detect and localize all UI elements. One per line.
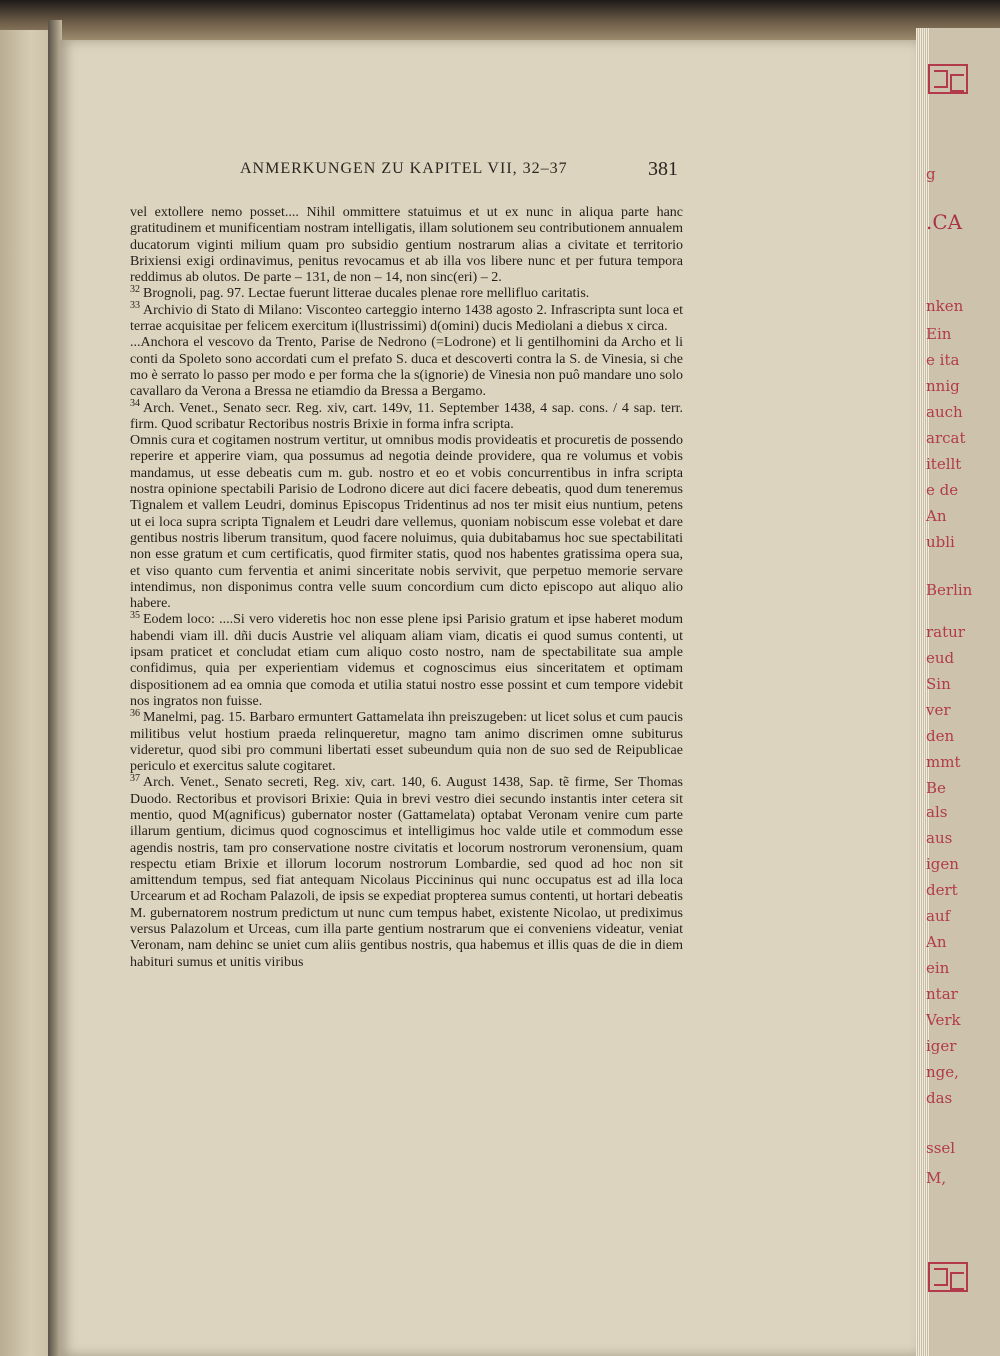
spine-text: .CA: [926, 214, 963, 231]
spine-text: ratur: [926, 624, 965, 641]
paragraph: Arch. Venet., Senato secr. Reg. xiv, cart. 149v, 11. September 1438, 4 sap. cons. / 4 sap. terr. firm. Quod scribatur Rectoribus nostris Brixie in forma infra scripta.: [130, 400, 683, 432]
spine-text: Berlin: [926, 582, 973, 599]
page-number: 381: [648, 158, 678, 180]
running-head: ANMERKUNGEN ZU KAPITEL VII, 32–37: [240, 160, 568, 177]
note-number: 35: [130, 609, 140, 621]
spine-text: aus: [926, 830, 953, 847]
spine-text: nge,: [926, 1064, 959, 1081]
note-number: 37: [130, 772, 140, 784]
paragraph: Brognoli, pag. 97. Lectae fuerunt litterae ducales plenae rore mellifluo caritatis.: [143, 286, 590, 302]
greek-key-ornament-bottom: [928, 1262, 968, 1292]
footnote-36: [130, 707, 683, 775]
spine-text: An: [926, 508, 947, 525]
note-number: 36: [130, 707, 140, 719]
spine-text: Ein: [926, 326, 952, 343]
spine-text: ver: [926, 702, 951, 719]
footnote-text-block: [130, 205, 683, 971]
spine-text: mmt: [926, 754, 961, 771]
spine-text: iger: [926, 1038, 957, 1055]
footnote-33: [130, 300, 683, 336]
paragraph: Arch. Venet., Senato secreti, Reg. xiv, cart. 140, 6. August 1438, Sap. tẽ firme, Ser Thomas Duodo. Rectoribus et provisori Brixie: Quia in brevi vestro diei secundo instantis inter cetera sit mentio, quod M(agnificus) gubernator noster (Gattamelata) optabat Veronam venire cum parte illarum gentium, dicimus quod cognoscimus et intelligimus hoc valde utile et commodum esse agendis nostris, tam pro conservatione nostre civitatis et locorum nostrorum veronensium, quam respectu etiam Brixie et illorum locorum nostrorum Lombardie, sed quod ad hoc non sit amittendum tempus, sed fiat antequam Nicolaus Piccininus qui nunc occupatus est ad illa loca Urcearum et ad Rocham Palazoli, de ipsis se expediat propterea sumus contenti, ut hortari debeatis M. gubernatorem nostrum predictum ut nunc cum tempus habet, existente Nicolao, ut prediximus versus Palazolum et Urceas, cum illa parte gentium nostrarum que ei conveniens videatur, veniat Veronam, nam dehinc se uniet cum aliis gentibus nostris, qua habemus et illis quas de die in diem habituri sumus et unitis viribus: [130, 775, 683, 970]
greek-key-ornament-top: [928, 64, 968, 94]
book-top-edge: [0, 0, 1000, 40]
paragraph: Manelmi, pag. 15. Barbaro ermuntert Gattamelata ihn preiszugeben: ut licet solus et cum paucis militibus velut hostium praeda relinqueretur, magno tam animo discrimen omne subiturus videretur, quod sibi pro communi libertati esset subeundum quia non de suo sed de Reipublicae periculo et exercitus salute cogitaret.: [130, 710, 683, 775]
footnote-32: [130, 283, 683, 302]
spine-text: ubli: [926, 534, 955, 551]
spine-text: itellt: [926, 456, 962, 473]
spine-text: ssel: [926, 1140, 956, 1157]
note-number: 32: [130, 283, 140, 295]
spine-text: e ita: [926, 352, 960, 369]
spine-text: als: [926, 804, 948, 821]
note-number: 33: [130, 300, 140, 312]
spine-text: ntar: [926, 986, 958, 1003]
spine-text: nnig: [926, 378, 960, 395]
spine-text: das: [926, 1090, 953, 1107]
spine-text: Sin: [926, 676, 951, 693]
spine-text: nken: [926, 298, 964, 315]
spine-text: g: [926, 166, 936, 183]
spine-text: M,: [926, 1170, 947, 1187]
footnote-34: [130, 397, 683, 434]
note-number: 34: [130, 397, 140, 409]
spine-text: auf: [926, 908, 951, 925]
paragraph: vel extollere nemo posset.... Nihil ommittere statuimus et ut ex nunc in aliqua parte hanc gratitudinem et munificentiam nostram intelligatis, illam solutionem seu contributionem annualem ducatorum viginti milium quam pro subsidio gentium nostrarum alias a civitate et territorio Brixiensi exigi ordinavimus, penitus revocamus et ab illa vos libere nunc et per futura tempora reddimus ab olutos. De parte – 131, de non – 14, non sinc(eri) – 2.: [130, 205, 683, 286]
spine-text: auch: [926, 404, 963, 421]
spine-text: ein: [926, 960, 950, 977]
spine-text: eud: [926, 650, 955, 667]
spine-text: den: [926, 728, 955, 745]
paragraph: Omnis cura et cogitamen nostrum vertitur, ut omnibus modis provideatis et procuretis de possendo reperire et apperire viam, qua possumus ad negotia deinde providere, qua re volumus et vobis mandamus, ut esse debeatis cum m. gub. nostro et eo et vobis concurrentibus in infra scripta nostra opinione spectabili Parisio de Lodrono dicere aut dici facere debeatis, quod dum teneremus Tignalem et vallem Leudri, dominus Episcopus Tridentinus ad nos ter misit eius nuntium, petens ut ei loca supra scripta Tignalem et Leudri dare vellemus, quoniam nobiscum esse volebat et dare gentibus nostris liberum transitum, quod facere noluimus, quia dubitabamus hoc sue spectabilitati non esse gratum et cum certificatis, quod firmiter statis, quod nos habentes gratissima opera sua, et viso quanto cum ferventia et animi sinceritate nobis servivit, que perpetuo memorie servare intendimus, non disponimus contra velle suum concordium cum dicto episcopo aut aliquo alio habere.: [130, 433, 683, 612]
spine-text: Be: [926, 780, 946, 797]
spine-text: dert: [926, 882, 958, 899]
spine-text: e de: [926, 482, 959, 499]
spine-text: An: [926, 934, 947, 951]
paragraph: Archivio di Stato di Milano: Visconteo carteggio interno 1438 agosto 2. Infrascripta sunt loca et terrae acquisitae per felicem exercitum i(llustrissimi) d(omini) ducis Mediolani a diebus x circa.: [130, 302, 683, 335]
paragraph: Eodem loco: ....Si vero videretis hoc non esse plene ipsi Parisio gratum et ipse haberet modum habendi viam ill. dñi ducis Austrie vel aliquam aliam viam, dicatis ei quod sumus contenti, ut ipsam praticet et concludat etiam cum aliquo costo nostro, nam de spectabilitate sua ample confidimus, quia per experientiam videmus et cognoscimus eius sinceritatem et optimam dispositionem ad ea omnia que comoda et utilia statui nostro esse possint et cum tempore videbit nos ingratos non fuisse.: [130, 612, 683, 709]
paragraph: ...Anchora el vescovo da Trento, Parise de Nedrono (=Lodrone) et li gentilhomini da Archo et li conti da Spoleto sono accordati cum el prefato S. duca et descoverti contra la S. de Vinesia, si che mo è serrato lo passo per modo e per forma che la s(ignorie) de Vinesia non puô mandare uno solo cavallaro da Verona a Bressa ne etiamdio da Bressa a Bergamo.: [130, 335, 683, 400]
spine-text: arcat: [926, 430, 966, 447]
footnote-37: [130, 772, 683, 971]
spine-text: Verk: [926, 1012, 961, 1029]
spine-text: igen: [926, 856, 959, 873]
footnote-35: [130, 609, 683, 710]
left-facing-page-edge: [0, 30, 52, 1356]
